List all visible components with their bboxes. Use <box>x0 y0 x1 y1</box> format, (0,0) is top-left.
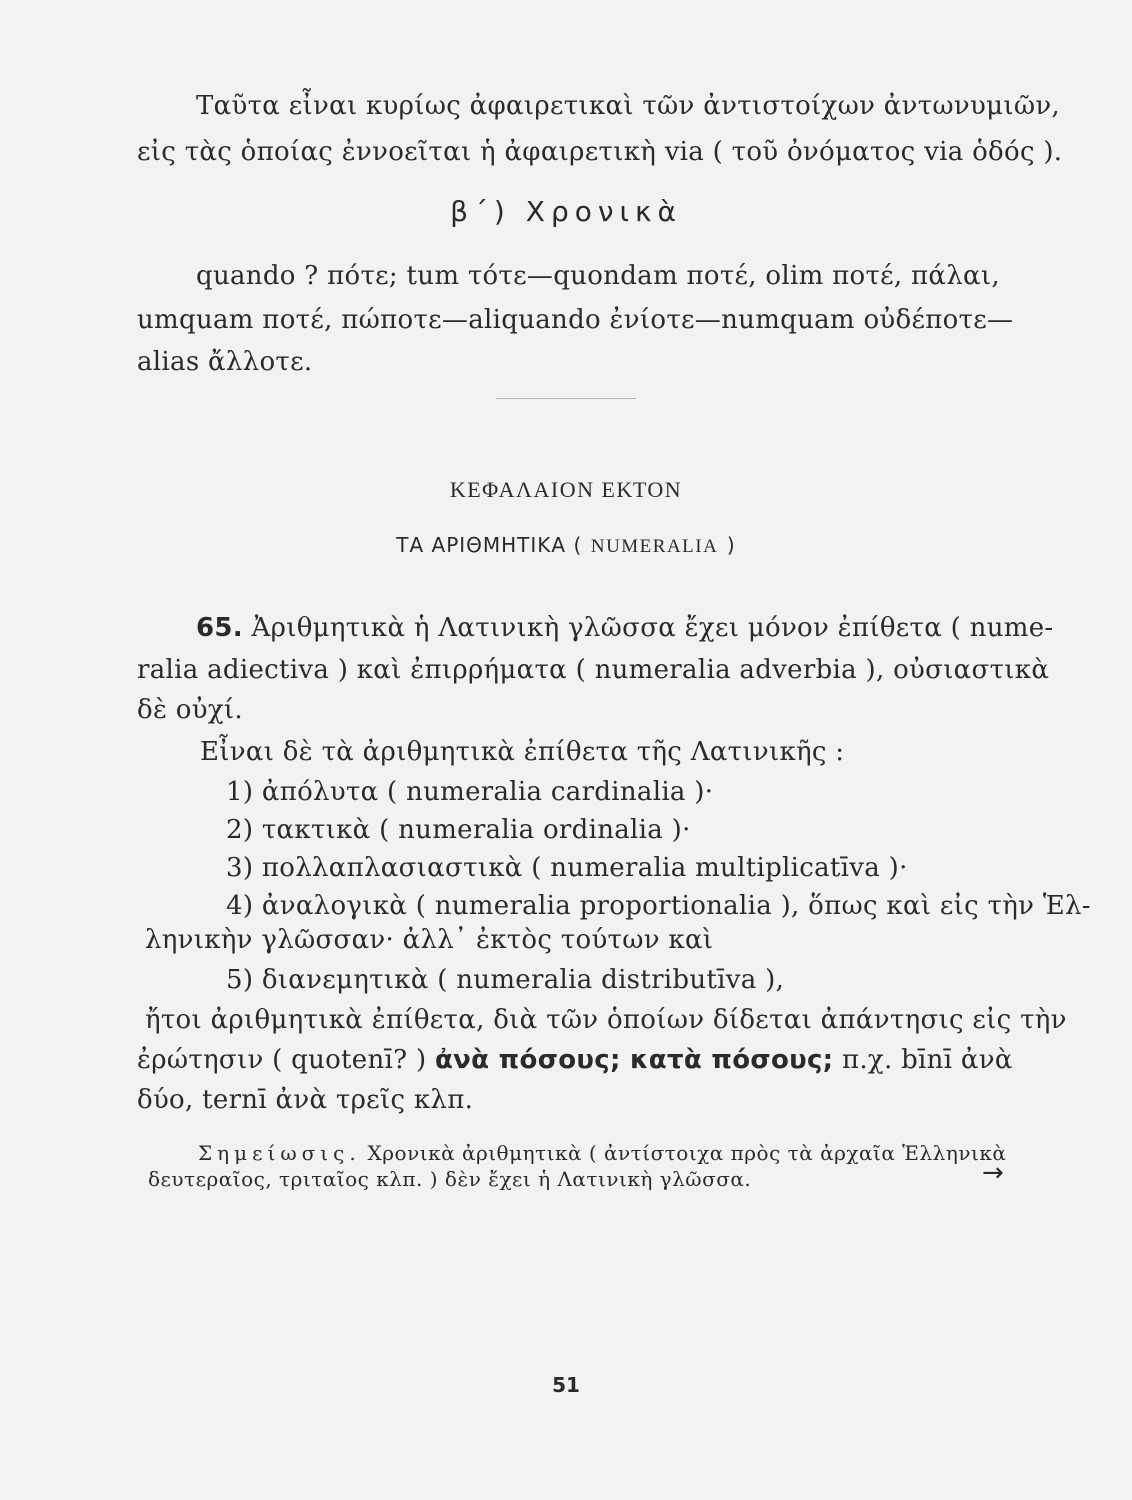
list-item-4: 4) ἀναλογικὰ ( numeralia proportionalia ), ὅπως καὶ εἰς τὴν Ἑλ- <box>226 891 1091 921</box>
section-65-line-b-end: π.χ. bīnī ἀνὰ <box>841 1045 1013 1075</box>
chapter-subtitle-greek: ΤΑ ΑΡΙΘΜΗΤΙΚΑ ( <box>396 533 583 557</box>
section-b-heading: β΄) Χρονικὰ <box>450 195 682 228</box>
list-item-2: 2) τακτικὰ ( numeralia ordinalia )· <box>226 815 691 845</box>
note-line-2: δευτεραῖος, τριταῖος κλπ. ) δὲν ἔχει ἡ Λατινικὴ γλῶσσα. <box>148 1167 752 1191</box>
section-b-line-1: quando ? πότε; tum τότε—quondam ποτέ, olim ποτέ, πάλαι, <box>196 261 1000 291</box>
section-65-line-b-start: ἐρώτησιν ( quotenī? ) <box>137 1045 427 1075</box>
section-65-line-2: ralia adiectiva ) καὶ ἐπιρρήματα ( numeralia adverbia ), οὐσιαστικὰ <box>137 655 1050 685</box>
chapter-subtitle-latin: NUMERALIA <box>590 536 719 557</box>
section-65-line-1 <box>196 612 1053 644</box>
section-65-line-3: δὲ οὐχί. <box>137 695 243 725</box>
section-65-line-b <box>137 1044 1013 1076</box>
paragraph-top-line-2: εἰς τὰς ὁποίας ἐννοεῖται ἡ ἀφαιρετικὴ via ( τοῦ ὀνόματος via ὁδός ). <box>137 137 1063 167</box>
section-b-line-2: umquam ποτέ, πώποτε—aliquando ἐνίοτε—numquam οὐδέποτε— <box>137 305 1014 335</box>
chapter-title: ΚΕΦΑΛΑΙΟΝ ΕΚΤΟΝ <box>449 477 683 502</box>
section-65-line-4: Εἶναι δὲ τὰ ἀριθμητικὰ ἐπίθετα τῆς Λατινικῆς : <box>200 737 845 767</box>
section-65-line-b-bold: ἀνὰ πόσους; κατὰ πόσους; <box>434 1045 834 1075</box>
section-65-line-a: ἤτοι ἀριθμητικὰ ἐπίθετα, διὰ τῶν ὁποίων δίδεται ἀπάντησις εἰς τὴν <box>145 1005 1067 1035</box>
section-divider <box>496 398 636 399</box>
section-65-line-c: δύο, ternī ἀνὰ τρεῖς κλπ. <box>137 1085 474 1115</box>
note-line-1-text: Χρονικὰ ἀριθμητικὰ ( ἀντίστοιχα πρὸς τὰ ἀρχαῖα Ἑλληνικὰ <box>367 1141 1007 1165</box>
continue-arrow-icon: → <box>982 1158 1004 1188</box>
list-item-3: 3) πολλαπλασιαστικὰ ( numeralia multiplicatīva )· <box>226 853 908 883</box>
section-b-line-3: alias ἄλλοτε. <box>137 347 313 377</box>
note-line-1 <box>198 1140 1006 1166</box>
chapter-subtitle-close: ) <box>726 533 736 557</box>
list-item-1: 1) ἀπόλυτα ( numeralia cardinalia )· <box>226 777 714 807</box>
section-65-line-1-text: Ἀριθμητικὰ ἡ Λατινικὴ γλῶσσα ἔχει μόνον ἐπίθετα ( nume- <box>251 613 1054 643</box>
note-label: Σημείωσις. <box>198 1141 361 1165</box>
section-number: 65. <box>196 613 243 643</box>
list-item-4-continuation: ληνικὴν γλῶσσαν· ἀλλ᾽ ἐκτὸς τούτων καὶ <box>145 925 714 955</box>
list-item-5: 5) διανεμητικὰ ( numeralia distributīva ), <box>226 965 785 995</box>
page-number: 51 <box>552 1373 580 1397</box>
chapter-subtitle <box>0 528 1132 563</box>
paragraph-top-line-1: Ταῦτα εἶναι κυρίως ἀφαιρετικαὶ τῶν ἀντιστοίχων ἀντωνυμιῶν, <box>196 91 1060 121</box>
